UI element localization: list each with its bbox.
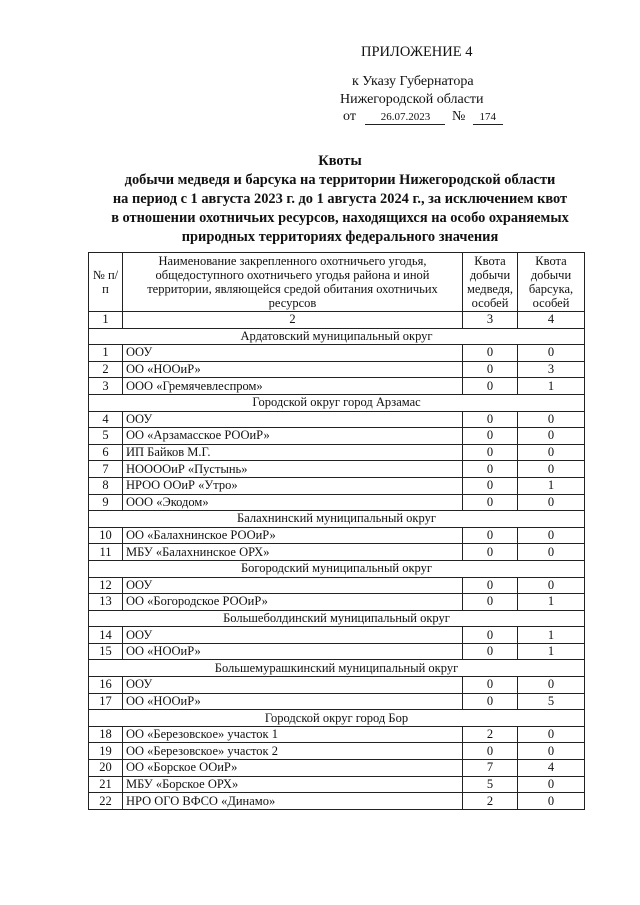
row-bear-quota: 0 <box>463 461 518 478</box>
row-badger-quota: 4 <box>518 760 585 777</box>
row-number: 10 <box>89 527 123 544</box>
row-number: 4 <box>89 411 123 428</box>
decree-date-line <box>343 108 503 125</box>
row-number: 11 <box>89 544 123 561</box>
table-row <box>89 494 585 511</box>
table-row <box>89 527 585 544</box>
table-row <box>89 461 585 478</box>
section-title: Богородский муниципальный округ <box>89 560 585 577</box>
decree-line-2: Нижегородской области <box>340 92 484 107</box>
table-row <box>89 627 585 644</box>
title-line-4: в отношении охотничьих ресурсов, находящихся на особо охраняемых <box>111 210 569 226</box>
row-badger-quota: 1 <box>518 594 585 611</box>
decree-line-1: к Указу Губернатора <box>352 74 474 89</box>
col-number: 3 <box>463 312 518 329</box>
row-bear-quota: 7 <box>463 760 518 777</box>
row-number: 16 <box>89 677 123 694</box>
row-name: ООО «Экодом» <box>123 494 463 511</box>
row-number: 6 <box>89 444 123 461</box>
row-bear-quota: 0 <box>463 361 518 378</box>
table-row <box>89 411 585 428</box>
row-badger-quota: 1 <box>518 477 585 494</box>
table-row <box>89 444 585 461</box>
row-number: 12 <box>89 577 123 594</box>
col-number: 2 <box>123 312 463 329</box>
title-line-1: Квоты <box>318 153 362 169</box>
table-row <box>89 544 585 561</box>
table-row <box>89 361 585 378</box>
section-row <box>89 328 585 345</box>
row-badger-quota: 5 <box>518 693 585 710</box>
title-line-3: на период с 1 августа 2023 г. до 1 августа 2024 г., за исключением квот <box>112 191 568 207</box>
row-number: 22 <box>89 793 123 810</box>
document-title <box>60 152 620 247</box>
row-name: МБУ «Балахнинское ОРХ» <box>123 544 463 561</box>
row-bear-quota: 0 <box>463 494 518 511</box>
row-bear-quota: 5 <box>463 776 518 793</box>
row-bear-quota: 0 <box>463 677 518 694</box>
row-bear-quota: 0 <box>463 411 518 428</box>
row-number: 2 <box>89 361 123 378</box>
table-row <box>89 743 585 760</box>
row-bear-quota: 0 <box>463 693 518 710</box>
section-title: Ардатовский муниципальный округ <box>89 328 585 345</box>
table-row <box>89 677 585 694</box>
row-badger-quota: 0 <box>518 726 585 743</box>
row-name: МБУ «Борское ОРХ» <box>123 776 463 793</box>
appendix-label: ПРИЛОЖЕНИЕ 4 <box>361 44 473 60</box>
table-row <box>89 477 585 494</box>
row-name: ООО «Гремячевлеспром» <box>123 378 463 395</box>
column-numbers-row <box>89 312 585 329</box>
table-row <box>89 793 585 810</box>
section-title: Городской округ город Арзамас <box>89 394 585 411</box>
row-name: ОО «НООиР» <box>123 693 463 710</box>
header-num: № п/п <box>89 253 123 312</box>
section-row <box>89 560 585 577</box>
row-bear-quota: 0 <box>463 594 518 611</box>
row-name: НООООиР «Пустынь» <box>123 461 463 478</box>
row-badger-quota: 0 <box>518 527 585 544</box>
row-name: ОО «НООиР» <box>123 643 463 660</box>
row-number: 21 <box>89 776 123 793</box>
row-bear-quota: 0 <box>463 577 518 594</box>
row-badger-quota: 1 <box>518 643 585 660</box>
quota-table <box>88 252 585 810</box>
row-name: ООУ <box>123 411 463 428</box>
section-title: Городской округ город Бор <box>89 710 585 727</box>
table-row <box>89 577 585 594</box>
col-number: 1 <box>89 312 123 329</box>
row-name: ОО «Балахнинское РООиР» <box>123 527 463 544</box>
row-number: 19 <box>89 743 123 760</box>
title-line-2: добычи медведя и барсука на территории Нижегородской области <box>124 172 556 188</box>
table-row <box>89 726 585 743</box>
row-number: 7 <box>89 461 123 478</box>
row-name: ОО «Богородское РООиР» <box>123 594 463 611</box>
row-badger-quota: 1 <box>518 627 585 644</box>
header-name: Наименование закрепленного охотничьего угодья, общедоступного охотничьего угодья района и иной территории, являющейся средой обитания охотничьих ресурсов <box>123 253 463 312</box>
row-name: ОО «Арзамасское РООиР» <box>123 428 463 445</box>
section-title: Большемурашкинский муниципальный округ <box>89 660 585 677</box>
row-name: ОО «НООиР» <box>123 361 463 378</box>
row-name: ООУ <box>123 677 463 694</box>
row-badger-quota: 1 <box>518 378 585 395</box>
row-badger-quota: 0 <box>518 428 585 445</box>
decree-date: 26.07.2023 <box>365 111 445 125</box>
table-row <box>89 693 585 710</box>
title-line-5: природных территориях федерального значения <box>181 229 499 245</box>
row-badger-quota: 0 <box>518 776 585 793</box>
row-badger-quota: 0 <box>518 544 585 561</box>
row-name: НРО ОГО ВФСО «Динамо» <box>123 793 463 810</box>
decree-number: 174 <box>473 111 503 125</box>
row-badger-quota: 0 <box>518 677 585 694</box>
row-number: 9 <box>89 494 123 511</box>
row-bear-quota: 0 <box>463 444 518 461</box>
row-bear-quota: 0 <box>463 345 518 362</box>
section-row <box>89 710 585 727</box>
table-row <box>89 643 585 660</box>
table-row <box>89 378 585 395</box>
number-sign: № <box>451 109 466 124</box>
row-number: 15 <box>89 643 123 660</box>
table-body <box>89 328 585 809</box>
header-badger: Квота добычи барсука, особей <box>518 253 585 312</box>
row-badger-quota: 0 <box>518 494 585 511</box>
section-row <box>89 511 585 528</box>
row-badger-quota: 0 <box>518 461 585 478</box>
row-name: ОО «Борское ООиР» <box>123 760 463 777</box>
row-badger-quota: 3 <box>518 361 585 378</box>
row-badger-quota: 0 <box>518 577 585 594</box>
row-bear-quota: 0 <box>463 428 518 445</box>
row-number: 18 <box>89 726 123 743</box>
row-badger-quota: 0 <box>518 444 585 461</box>
table-row <box>89 776 585 793</box>
row-number: 17 <box>89 693 123 710</box>
from-label: от <box>343 109 356 124</box>
section-row <box>89 610 585 627</box>
row-bear-quota: 0 <box>463 378 518 395</box>
header-bear: Квота добычи медведя, особей <box>463 253 518 312</box>
row-badger-quota: 0 <box>518 345 585 362</box>
row-bear-quota: 0 <box>463 527 518 544</box>
row-badger-quota: 0 <box>518 743 585 760</box>
row-name: НРОО ООиР «Утро» <box>123 477 463 494</box>
section-title: Большеболдинский муниципальный округ <box>89 610 585 627</box>
section-row <box>89 394 585 411</box>
table-header-row <box>89 253 585 312</box>
row-badger-quota: 0 <box>518 411 585 428</box>
row-bear-quota: 0 <box>463 743 518 760</box>
row-number: 3 <box>89 378 123 395</box>
table-row <box>89 594 585 611</box>
table-row <box>89 760 585 777</box>
section-title: Балахнинский муниципальный округ <box>89 511 585 528</box>
row-number: 20 <box>89 760 123 777</box>
row-bear-quota: 2 <box>463 726 518 743</box>
row-name: ООУ <box>123 627 463 644</box>
table-row <box>89 428 585 445</box>
col-number: 4 <box>518 312 585 329</box>
row-number: 5 <box>89 428 123 445</box>
row-name: ООУ <box>123 345 463 362</box>
row-number: 8 <box>89 477 123 494</box>
row-number: 14 <box>89 627 123 644</box>
row-name: ОО «Березовское» участок 2 <box>123 743 463 760</box>
section-row <box>89 660 585 677</box>
table-row <box>89 345 585 362</box>
row-bear-quota: 0 <box>463 477 518 494</box>
row-bear-quota: 0 <box>463 627 518 644</box>
row-bear-quota: 0 <box>463 544 518 561</box>
row-name: ИП Байков М.Г. <box>123 444 463 461</box>
row-bear-quota: 2 <box>463 793 518 810</box>
row-badger-quota: 0 <box>518 793 585 810</box>
row-number: 1 <box>89 345 123 362</box>
row-bear-quota: 0 <box>463 643 518 660</box>
row-name: ООУ <box>123 577 463 594</box>
row-name: ОО «Березовское» участок 1 <box>123 726 463 743</box>
row-number: 13 <box>89 594 123 611</box>
